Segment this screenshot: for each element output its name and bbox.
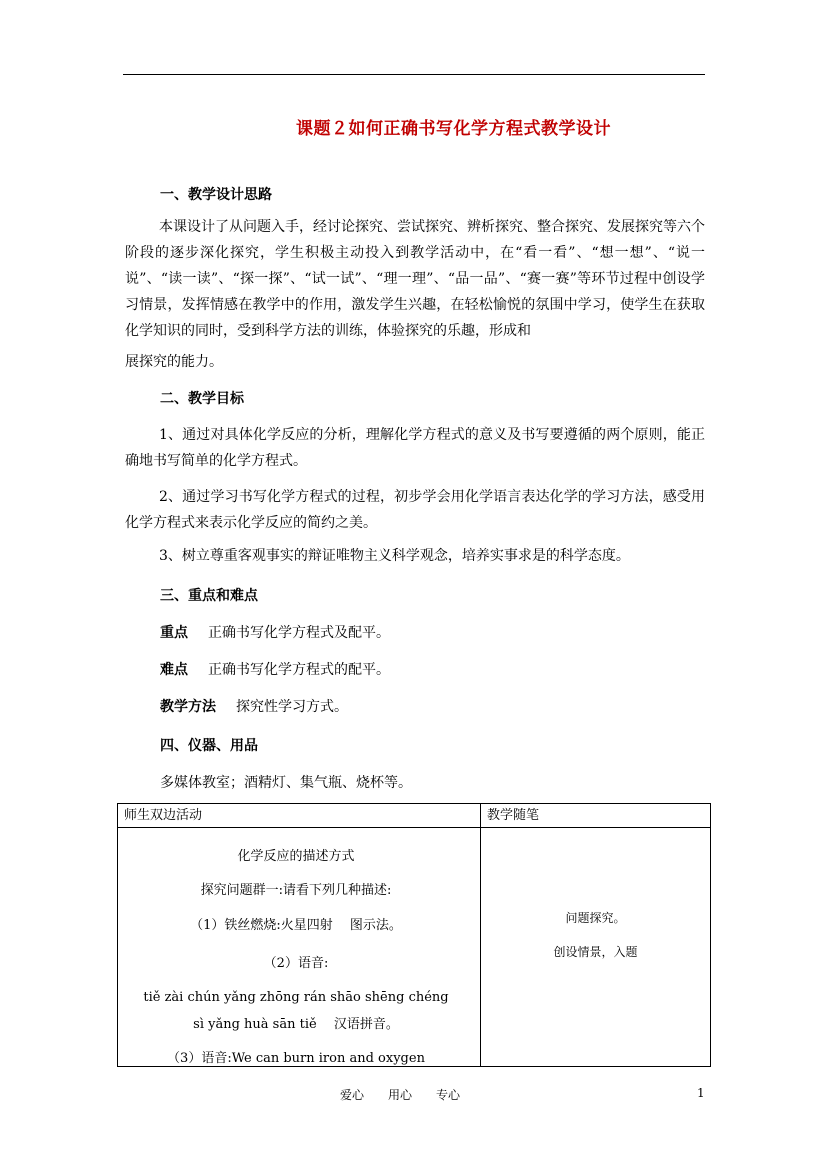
goal-3: 3、树立尊重客观事实的辩证唯物主义科学观念，培养实事求是的科学态度。 [159, 548, 630, 564]
table-row [118, 828, 711, 1067]
design-paragraph: 本课设计了从问题入手，经讨论探究、尝试探究、辨析探究、整合探究、发展探究等六个阶段的逐步深化探究，学生积极主动投入到教学活动中，在“看一看”、“想一想”、“说一说”、“读一读”、“探一探”、“试一试”、“理一理”、“品一品”、“赛一赛”等环节过程中创设学习情景，发挥情感在教学中的作用，激发学生兴趣，在轻松愉悦的氛围中学习，使学生在获取化学知识的同时，受到科学方法的训练，体验探究的乐趣，形成和 [125, 219, 705, 339]
note-1: 问题探究。 [565, 911, 626, 925]
section-heading-goals: 二、教学目标 [160, 391, 244, 407]
cell-line-pinyin: tiě zài chún yǎng zhōng rán shāo shēng chéng [143, 990, 449, 1005]
goal-1: 1、通过对具体化学反应的分析，理解化学方程式的意义及书写要遵循的两个原则，能正确地书写简单的化学方程式。 [125, 427, 705, 469]
equipment-text: 多媒体教室；酒精灯、集气瓶、烧杯等。 [160, 775, 412, 791]
header-rule [123, 74, 705, 75]
document-title: 课题２如何正确书写化学方程式教学设计 [296, 119, 611, 139]
difficulty-line [160, 659, 390, 679]
key-point-text: 正确书写化学方程式及配平。 [208, 625, 390, 641]
section-heading-key-points: 三、重点和难点 [160, 588, 258, 604]
difficulty-text: 正确书写化学方程式的配平。 [208, 662, 390, 678]
activity-table [117, 803, 711, 1067]
cell-line-3: （3）语音:We can burn iron and oxygen [167, 1051, 425, 1066]
cell-line-pinyin-2: sì yǎng huà sān tiě 汉语拼音。 [193, 1017, 399, 1032]
method-text: 探究性学习方式。 [236, 699, 348, 715]
cell-line-1: （1）铁丝燃烧:火星四射 图示法。 [190, 918, 402, 933]
section-heading-design: 一、教学设计思路 [160, 187, 272, 203]
page-number: 1 [697, 1086, 705, 1100]
header-notes: 教学随笔 [481, 804, 711, 828]
notes-cell [481, 828, 711, 1067]
goal-2: 2、通过学习书写化学方程式的过程，初步学会用化学语言表达化学的学习方法，感受用化学方程式来表示化学反应的简约之美。 [125, 489, 705, 531]
key-point-line [160, 622, 390, 642]
key-point-label: 重点 [160, 625, 188, 641]
footer-motto: 爱心 用心 专心 [340, 1088, 461, 1102]
table-header-row [118, 804, 711, 828]
cell-line-heading: 化学反应的描述方式 [237, 849, 355, 864]
note-2: 创设情景，入题 [553, 945, 638, 959]
cell-line-2: （2）语音: [263, 956, 329, 971]
section-heading-equipment: 四、仪器、用品 [160, 738, 258, 754]
difficulty-label: 难点 [160, 662, 188, 678]
cell-line-question: 探究问题群一:请看下列几种描述: [200, 883, 392, 898]
design-paragraph-tail: 展探究的能力。 [125, 354, 223, 370]
activities-cell [118, 828, 481, 1067]
method-label: 教学方法 [160, 699, 216, 715]
method-line [160, 696, 348, 716]
header-activities: 师生双边活动 [118, 804, 481, 828]
